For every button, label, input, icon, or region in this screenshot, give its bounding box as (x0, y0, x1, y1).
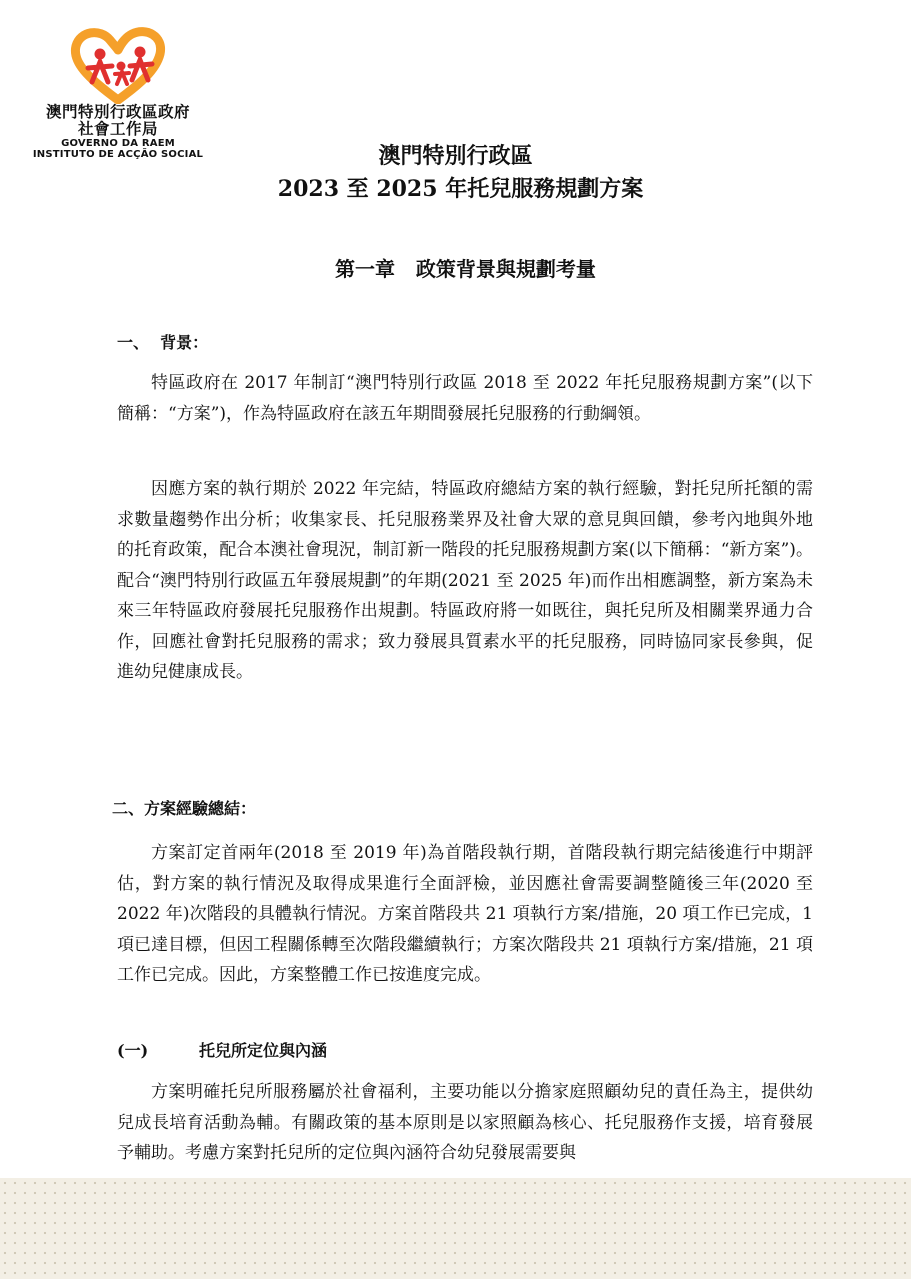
chapter-title: 第一章 政策背景與規劃考量 (335, 257, 596, 281)
org-name-pt-1: GOVERNO DA RAEM (61, 138, 175, 150)
subsection-title: 托兒所定位與內涵 (199, 1041, 328, 1060)
page-bottom-dotted-overlay (0, 1178, 911, 1279)
org-name-pt-2: INSTITUTO DE ACÇÃO SOCIAL (32, 149, 204, 161)
section1-paragraph-2: 因應方案的執行期於 2022 年完結，特區政府總結方案的執行經驗，對托兒所托額的需求數量趨勢作出分析；收集家長、托兒服務業界及社會大眾的意見與回饋，參考內地與外地的托育政策，配合本澳社會現況，制訂新一階段的托兒服務規劃方案(以下簡稱：“新方案”)。配合“澳門特別行政區五年發展規劃”的年期(2021 至 2025 年)而作出相應調整，新方案為未來三年特區政府發展托兒服務作出規劃。特區政府將一如既往，與托兒所及相關業界通力合作，回應社會對托兒服務的需求；致力發展具質素水平的托兒服務，同時協同家長參與，促進幼兒健康成長。 (117, 479, 813, 682)
section1-heading: 一、 背景： (117, 333, 209, 352)
heart-family-logo-icon (70, 26, 166, 104)
subsection-number: (一) (117, 1041, 149, 1060)
org-name-zh-2: 社會工作局 (77, 120, 158, 139)
subsection-heading (117, 1038, 327, 1061)
section1-paragraph-1: 特區政府在 2017 年制訂“澳門特別行政區 2018 至 2022 年托兒服務規劃方案”(以下簡稱：“方案”)，作為特區政府在該五年期間發展托兒服務的行動綱領。 (117, 373, 813, 424)
section2-heading: 二、方案經驗總結： (112, 799, 257, 818)
org-name-zh-1: 澳門特別行政區政府 (45, 103, 190, 121)
section2-paragraph-1: 方案訂定首兩年(2018 至 2019 年)為首階段執行期，首階段執行期完結後進行中期評估，對方案的執行情況及取得成果進行全面評檢，並因應社會需要調整隨後三年(2020 至 2022 年)次階段的具體執行情況。方案首階段共 21 項執行方案/措施，20 項工作已完成，1 項已達目標，但因工程關係轉至次階段繼續執行；方案次階段共 21 項執行方案/措施，21 項工作已完成。因此，方案整體工作已按進度完成。 (117, 843, 813, 985)
document-title-line1: 澳門特別行政區 (378, 143, 533, 169)
section2-paragraph-2: 方案明確托兒所服務屬於社會福利，主要功能以分擔家庭照顧幼兒的責任為主，提供幼兒成長培育活動為輔。有關政策的基本原則是以家照顧為核心、托兒服務作支援，培育發展予輔助。考慮方案對托兒所的定位與內涵符合幼兒發展需要與 (117, 1082, 813, 1163)
document-title-line2: 2023 至 2025 年托兒服務規劃方案 (277, 176, 644, 202)
